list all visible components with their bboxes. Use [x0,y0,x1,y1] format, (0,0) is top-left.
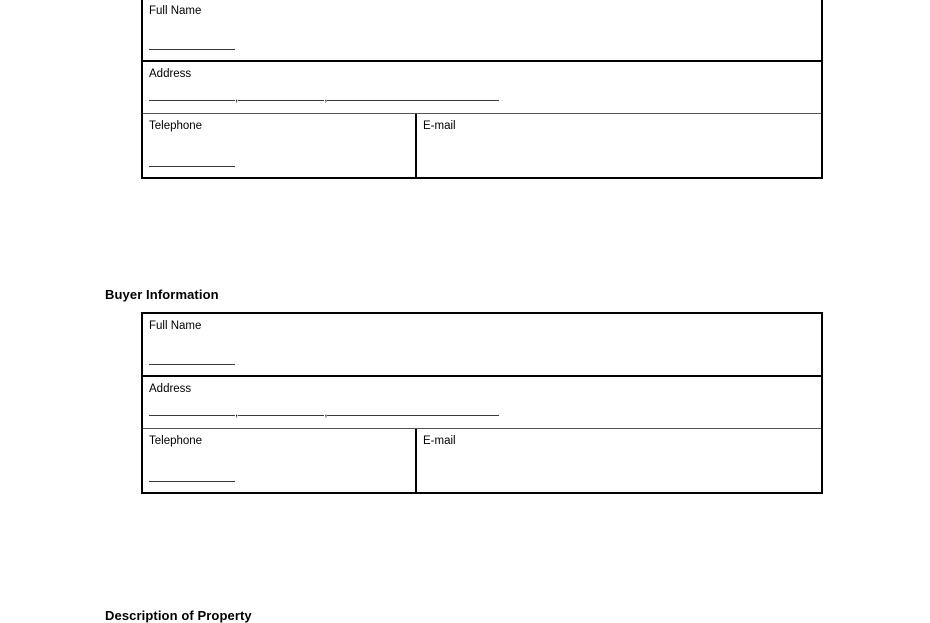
address-zip-rule[interactable] [413,100,499,101]
address-zip-rule[interactable] [413,415,499,416]
full-name-input-rule[interactable] [149,364,235,365]
cell-address [143,62,821,113]
telephone-input-rule[interactable] [149,166,235,167]
field-label-telephone: Telephone [149,120,203,132]
table-row-contact [143,429,821,492]
seller-information-table [141,0,823,179]
table-row-full-name [143,0,821,62]
full-name-input-rule[interactable] [149,49,235,50]
telephone-input-rule-group[interactable] [149,474,235,485]
address-street-rule[interactable] [149,415,235,416]
field-label-address: Address [149,383,192,395]
address-input-rule-group[interactable] [149,93,499,104]
field-label-full-name: Full Name [149,320,202,332]
full-name-input-rule-group[interactable] [149,42,235,53]
address-city-rule[interactable] [238,415,324,416]
address-state-rule[interactable] [327,100,413,101]
address-comma-2: , [324,92,328,104]
table-row-address [143,377,821,429]
address-comma-1: , [235,92,239,104]
field-label-telephone: Telephone [149,435,203,447]
address-comma-2: , [324,407,328,419]
cell-email [417,114,821,177]
cell-full-name [143,314,821,375]
table-row-contact [143,114,821,177]
field-label-address: Address [149,68,192,80]
cell-telephone [143,114,417,177]
address-street-rule[interactable] [149,100,235,101]
field-label-email: E-mail [423,435,456,447]
table-row-full-name [143,314,821,377]
cell-email [417,429,821,492]
description-of-property-heading: Description of Property [105,608,252,623]
telephone-input-rule-group[interactable] [149,159,235,170]
field-label-full-name: Full Name [149,5,202,17]
cell-full-name [143,0,821,60]
table-row-address [143,62,821,114]
buyer-information-table [141,312,823,494]
cell-address [143,377,821,428]
buyer-information-heading: Buyer Information [105,287,219,302]
telephone-input-rule[interactable] [149,481,235,482]
address-comma-1: , [235,407,239,419]
field-label-email: E-mail [423,120,456,132]
full-name-input-rule-group[interactable] [149,357,235,368]
address-state-rule[interactable] [327,415,413,416]
address-city-rule[interactable] [238,100,324,101]
cell-telephone [143,429,417,492]
address-input-rule-group[interactable] [149,408,499,419]
